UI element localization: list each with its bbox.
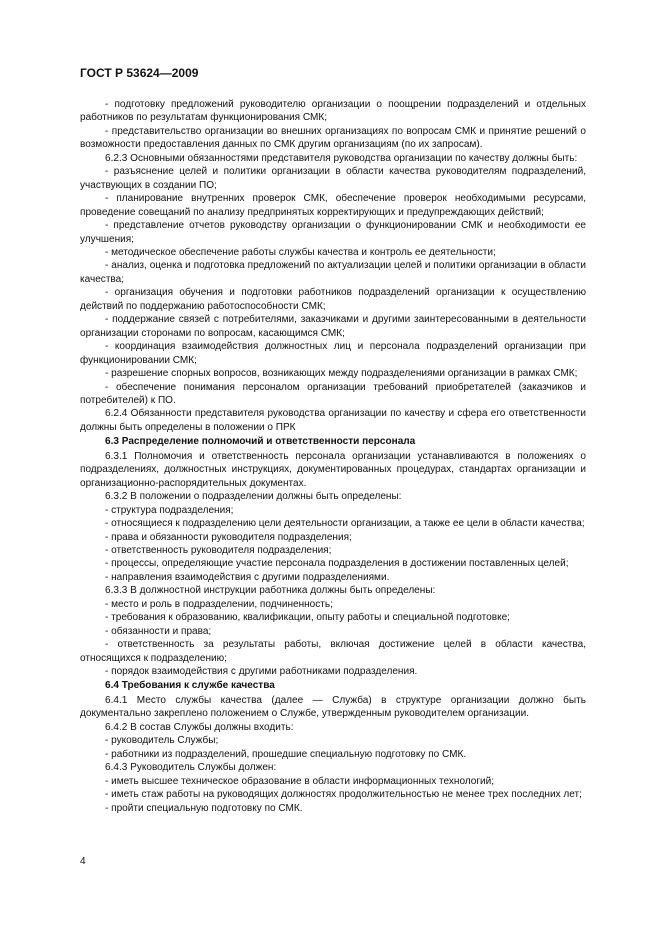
paragraph: - разъяснение целей и политики организации в области качества руководителям подразделений, участвующих в создании ПО; xyxy=(80,166,586,191)
paragraph: - структура подразделения; xyxy=(105,504,234,516)
paragraph: - представительство организации во внешних организациях по вопросам СМК и принятие решений о возможности предоставления данных по СМК другим организациям (по их запросам). xyxy=(80,125,586,151)
paragraph: 6.4.3 Руководитель Службы должен: xyxy=(105,762,277,774)
paragraph: - организация обучения и подготовки работников подразделений организации к осуществлению действий по поддержанию работоспособности СМК; xyxy=(80,287,586,312)
paragraph: 6.3.1 Полномочия и ответственность персонала организации устанавливаются в положениях о подразделениях, должностных инструкциях, документированных процедурах, стандартах организации и организационно-распорядительных документах. xyxy=(80,450,586,489)
paragraph: - ответственность за результаты работы, включая достижение целей в области качества, относящихся к подразделению; xyxy=(80,639,586,664)
section-heading-6-4: 6.4 Требования к службе качества xyxy=(105,680,275,692)
paragraph: - направления взаимодействия с другими подразделениями. xyxy=(105,571,390,583)
paragraph: 6.2.4 Обязанности представителя руководства организации по качеству и сфера его ответственности должны быть определены в положении о ПРК xyxy=(80,408,586,433)
paragraph: - методическое обеспечение работы службы качества и контроль ее деятельности; xyxy=(105,246,496,258)
paragraph: - работники из подразделений, прошедшие специальную подготовку по СМК. xyxy=(105,748,467,760)
paragraph: - иметь высшее техническое образование в области информационных технологий; xyxy=(105,775,495,787)
paragraph: - планирование внутренних проверок СМК, обеспечение проверок необходимыми ресурсами, проведение совещаний по анализу предпринятых корректирующих и предупреждающих действий; xyxy=(80,193,586,218)
paragraph: - разрешение спорных вопросов, возникающих между подразделениями организации в рамках СМК; xyxy=(105,368,578,380)
paragraph: 6.2.3 Основными обязанностями представителя руководства организации по качеству должны быть: xyxy=(105,152,578,164)
paragraph: - обеспечение понимания персоналом организации требований приобретателей (заказчиков и потребителей) к ПО. xyxy=(80,381,586,406)
document-body xyxy=(80,98,586,815)
paragraph: - поддержание связей с потребителями, заказчиками и другими заинтересованными в деятельности организации сторонами по вопросам, касающимся СМК; xyxy=(80,314,586,339)
paragraph: - права и обязанности руководителя подразделения; xyxy=(105,531,352,543)
paragraph: - относящиеся к подразделению цели деятельности организации, а также ее цели в области качества; xyxy=(105,518,585,530)
paragraph: - подготовку предложений руководителю организации о поощрении подразделений и отдельных работников по результатам функционирования СМК; xyxy=(80,99,586,124)
paragraph: - координация взаимодействия должностных лиц и персонала подразделений организации при функционировании СМК; xyxy=(80,341,586,366)
document-header: ГОСТ Р 53624—2009 xyxy=(80,66,199,80)
paragraph: - обязанности и права; xyxy=(105,625,212,637)
page-number: 4 xyxy=(80,856,86,867)
paragraph: - порядок взаимодействия с другими работниками подразделения. xyxy=(105,666,418,678)
paragraph: - место и роль в подразделении, подчиненность; xyxy=(105,598,333,610)
paragraph: - ответственность руководителя подразделения; xyxy=(105,544,332,556)
paragraph: - требования к образованию, квалификации, опыту работы и специальной подготовке; xyxy=(105,612,510,624)
paragraph: - анализ, оценка и подготовка предложений по актуализации целей и политики организации в области качества; xyxy=(80,260,586,285)
section-heading-6-3: 6.3 Распределение полномочий и ответственности персонала xyxy=(105,436,416,448)
paragraph: - иметь стаж работы на руководящих должностях продолжительностью не менее трех последних лет; xyxy=(105,789,582,801)
paragraph: - руководитель Службы; xyxy=(105,735,219,747)
paragraph: 6.3.2 В положении о подразделении должны быть определены: xyxy=(105,491,402,503)
paragraph: 6.4.2 В состав Службы должны входить: xyxy=(105,721,294,733)
paragraph: - представление отчетов руководству организации о функционировании СМК и необходимости ее улучшения; xyxy=(80,220,586,245)
paragraph: - пройти специальную подготовку по СМК. xyxy=(105,802,303,814)
paragraph: 6.4.1 Место службы качества (далее — Служба) в структуре организации должно быть документально закреплено положением о Службе, утвержденным руководителем организации. xyxy=(80,694,586,720)
paragraph: 6.3.3 В должностной инструкции работника должны быть определены: xyxy=(105,585,436,597)
paragraph: - процессы, определяющие участие персонала подразделения в достижении поставленных целей; xyxy=(105,558,569,570)
